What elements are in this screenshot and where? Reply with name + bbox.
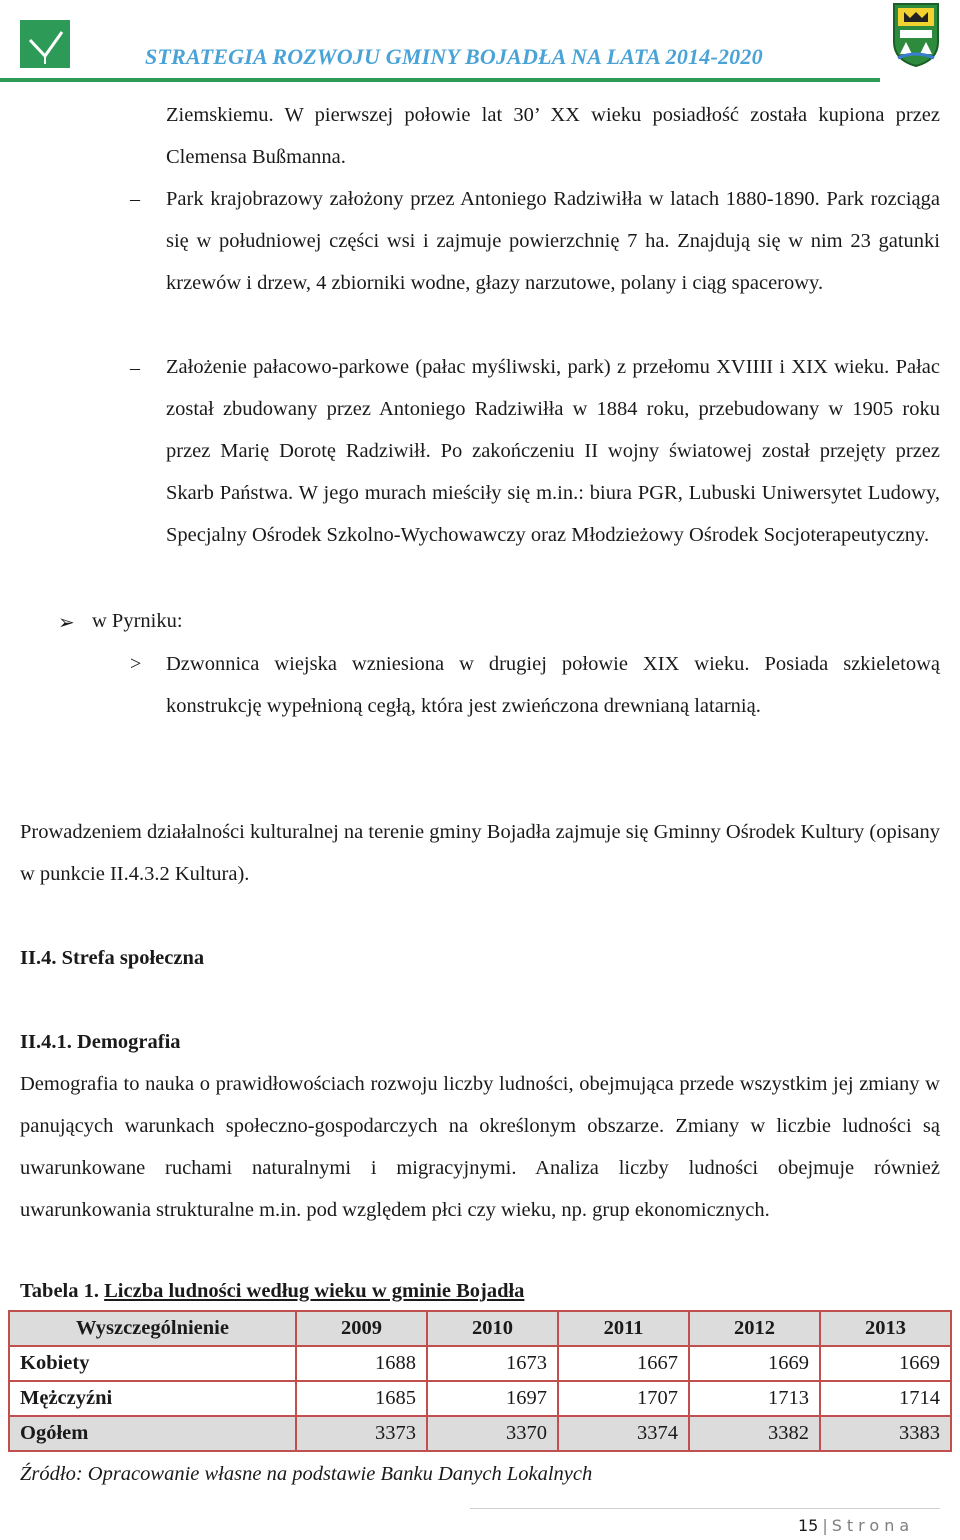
table-cell: 3382 — [689, 1416, 820, 1451]
table-header-cell: 2013 — [820, 1311, 951, 1346]
table-caption — [20, 1280, 524, 1303]
table-cell: 3383 — [820, 1416, 951, 1451]
table-cell: 1714 — [820, 1381, 951, 1416]
footer-divider — [470, 1508, 940, 1509]
table-cell: 3374 — [558, 1416, 689, 1451]
header-divider — [0, 78, 880, 82]
row-label: Kobiety — [9, 1346, 296, 1381]
page-word: Strona — [831, 1516, 915, 1535]
table-cell: 1685 — [296, 1381, 427, 1416]
table-source-note: Źródło: Opracowanie własne na podstawie Banku Danych Lokalnych — [20, 1463, 593, 1485]
dash-bullet-icon: – — [130, 357, 140, 379]
document-header-title: STRATEGIA ROZWOJU GMINY BOJADŁA NA LATA 2014-2020 — [145, 44, 763, 69]
table-header-row — [9, 1311, 951, 1346]
table-row-total — [9, 1416, 951, 1451]
row-label: Mężczyźni — [9, 1381, 296, 1416]
table-cell: 1673 — [427, 1346, 558, 1381]
chevron-bullet-icon: > — [130, 653, 142, 675]
table-header-cell: 2012 — [689, 1311, 820, 1346]
table-cell: 1707 — [558, 1381, 689, 1416]
footer-separator: | — [822, 1516, 828, 1535]
table-header-cell: 2010 — [427, 1311, 558, 1346]
population-table — [8, 1310, 952, 1452]
paragraph-demography: Demografia to nauka o prawidłowościach rozwoju liczby ludności, obejmująca przede wszystkim jej zmiany w panujących warunkach społeczno-gospodarczych na określonym obszarze. Zmiany w liczbie ludności są uwarunkowane ruchami naturalnymi i migracyjnymi. Analiza liczby ludności obejmuje również uwarunkowania strukturalne m.in. pod względem płci czy wieku, np. grup ekonomicznych. — [20, 1073, 940, 1221]
table-cell: 1669 — [689, 1346, 820, 1381]
paragraph-palace: Założenie pałacowo-parkowe (pałac myśliwski, park) z przełomu XVIIII i XIX wieku. Pałac został zbudowany przez Antoniego Radziwiłła w 1884 roku, przebudowany w 1905 roku przez Marię Dorotę Radziwiłł. Po zakończeniu II wojny światowej został przejęty przez Skarb Państwa. W jego murach mieściły się m.in.: biura PGR, Lubuski Uniwersytet Ludowy, Specjalny Ośrodek Szkolno-Wychowawczy oraz Młodzieżowy Ośrodek Socjoterapeutyczny. — [166, 356, 940, 546]
paragraph-culture: Prowadzeniem działalności kulturalnej na terenie gminy Bojadła zajmuje się Gminny Ośrodek Kultury (opisany w punkcie II.4.3.2 Kultura). — [20, 821, 940, 885]
table-cell: 1688 — [296, 1346, 427, 1381]
table-cell: 3373 — [296, 1416, 427, 1451]
table-header-cell: 2011 — [558, 1311, 689, 1346]
table-row — [9, 1346, 951, 1381]
table-row — [9, 1381, 951, 1416]
subsection-heading: II.4.1. Demografia — [20, 1031, 181, 1053]
paragraph-park: Park krajobrazowy założony przez Antoniego Radziwiłła w latach 1880-1890. Park rozciąga się w południowej części wsi i zajmuje powierzchnię 7 ha. Znajdują się w nim 23 gatunki krzewów i drzew, 4 zbiorniki wodne, głazy narzutowe, polany i ciąg spacerowy. — [166, 188, 940, 294]
table-cell: 1669 — [820, 1346, 951, 1381]
row-label: Ogółem — [9, 1416, 296, 1451]
table-cell: 1697 — [427, 1381, 558, 1416]
table-cell: 1713 — [689, 1381, 820, 1416]
table-cell: 1667 — [558, 1346, 689, 1381]
table-header-cell: 2009 — [296, 1311, 427, 1346]
page-number: 15 — [798, 1516, 819, 1535]
pyrnik-label: w Pyrniku: — [92, 610, 183, 632]
section-heading: II.4. Strefa społeczna — [20, 947, 205, 969]
paragraph-belfry: Dzwonnica wiejska wzniesiona w drugiej połowie XIX wieku. Posiada szkieletową konstrukcję wypełnioną cegłą, która jest zwieńczona drewnianą latarnią. — [166, 653, 940, 717]
paragraph-clemens: Ziemskiemu. W pierwszej połowie lat 30’ XX wieku posiadłość została kupiona przez Clemensa Bußmanna. — [166, 104, 940, 168]
checkmark-logo-icon — [20, 20, 70, 68]
page-footer — [798, 1516, 914, 1535]
municipal-crest-icon — [890, 2, 942, 68]
dash-bullet-icon: – — [130, 188, 140, 210]
table-header-cell: Wyszczególnienie — [9, 1311, 296, 1346]
table-caption-title: Liczba ludności według wieku w gminie Bojadła — [104, 1280, 525, 1302]
arrow-bullet-icon: ➢ — [58, 612, 75, 634]
table-cell: 3370 — [427, 1416, 558, 1451]
table-caption-prefix: Tabela 1. — [20, 1280, 99, 1302]
